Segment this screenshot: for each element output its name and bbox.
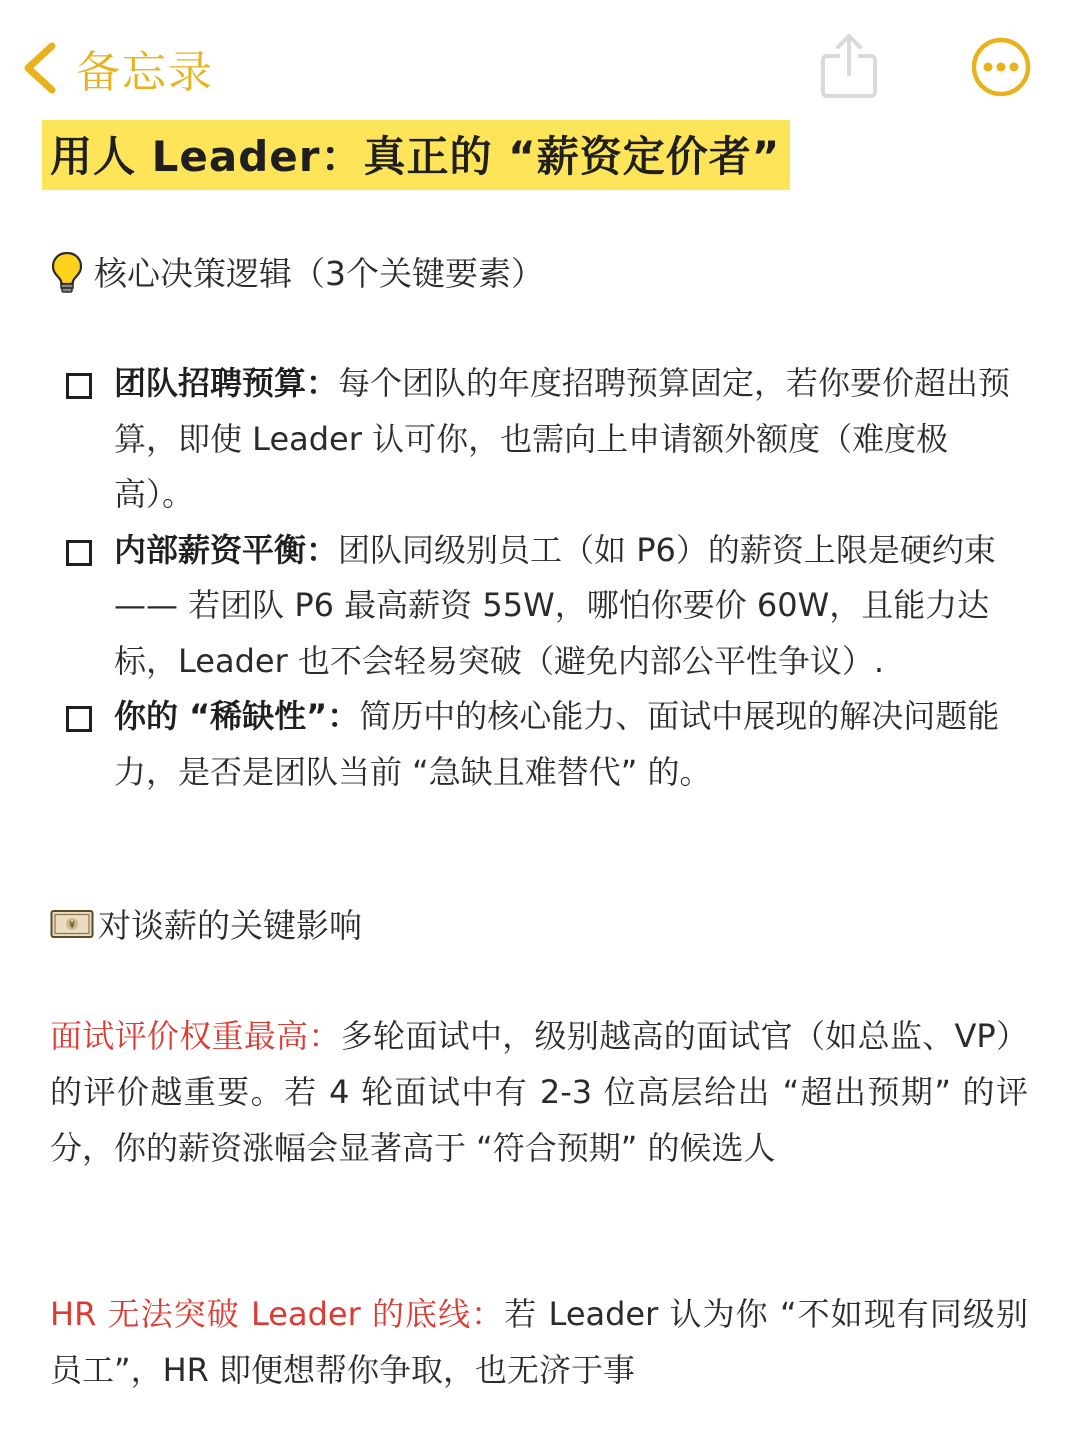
paragraph-interview-weight bbox=[50, 1008, 1028, 1176]
section-heading-text: 核心决策逻辑（3个关键要素） bbox=[94, 254, 544, 293]
item-text: 简历中的核心能力、面试中展现的解决问题能力，是否是团队当前 “急缺且难替代” 的。 bbox=[114, 697, 1000, 791]
chevron-left-icon bbox=[20, 40, 60, 96]
more-options-icon[interactable] bbox=[970, 36, 1032, 98]
section-heading-core-logic bbox=[50, 248, 544, 295]
share-icon[interactable] bbox=[820, 32, 878, 98]
paragraph-text: 若 Leader 认为你 “不如现有同级别员工”，HR 即便想帮你争取，也无济于事 bbox=[50, 1295, 1028, 1389]
checkbox[interactable] bbox=[66, 540, 92, 566]
checkbox[interactable] bbox=[66, 373, 92, 399]
item-label: 内部薪资平衡： bbox=[114, 530, 339, 569]
paragraph-hr-limit bbox=[50, 1286, 1028, 1398]
top-bar bbox=[0, 0, 1080, 120]
paragraph-label: 面试评价权重最高： bbox=[50, 1017, 341, 1055]
lightbulb-icon bbox=[50, 250, 84, 294]
checklist-item-scarcity bbox=[60, 689, 1025, 800]
svg-text:¥: ¥ bbox=[68, 919, 76, 931]
section-heading-impact bbox=[50, 900, 362, 947]
money-bill-icon bbox=[50, 908, 94, 940]
back-button[interactable] bbox=[20, 38, 214, 98]
page-title: 用人 Leader：真正的 “薪资定价者” bbox=[42, 120, 790, 190]
paragraph-text: 多轮面试中，级别越高的面试官（如总监、VP）的评价越重要。若 4 轮面试中有 2-3 位高层给出 “超出预期” 的评分，你的薪资涨幅会显著高于 “符合预期” 的候选人 bbox=[50, 1017, 1028, 1167]
back-label: 备忘录 bbox=[76, 47, 214, 98]
checklist bbox=[60, 356, 1025, 800]
checklist-item-salary-balance bbox=[60, 523, 1025, 690]
paragraph-label: HR 无法突破 Leader 的底线： bbox=[50, 1295, 505, 1333]
title-block bbox=[42, 120, 790, 190]
item-text: 每个团队的年度招聘预算固定，若你要价超出预算，即使 Leader 认可你，也需向上申请额外额度（难度极高）。 bbox=[114, 364, 1011, 513]
item-text: 团队同级别员工（如 P6）的薪资上限是硬约束 —— 若团队 P6 最高薪资 55W，哪怕你要价 60W，且能力达标，Leader 也不会轻易突破（避免内部公平性争议）. bbox=[114, 530, 996, 680]
item-label: 你的 “稀缺性”： bbox=[114, 697, 360, 735]
item-label: 团队招聘预算： bbox=[114, 364, 339, 402]
checkbox[interactable] bbox=[66, 706, 92, 732]
checklist-item-budget bbox=[60, 356, 1025, 523]
section-heading-text: 对谈薪的关键影响 bbox=[98, 906, 362, 945]
